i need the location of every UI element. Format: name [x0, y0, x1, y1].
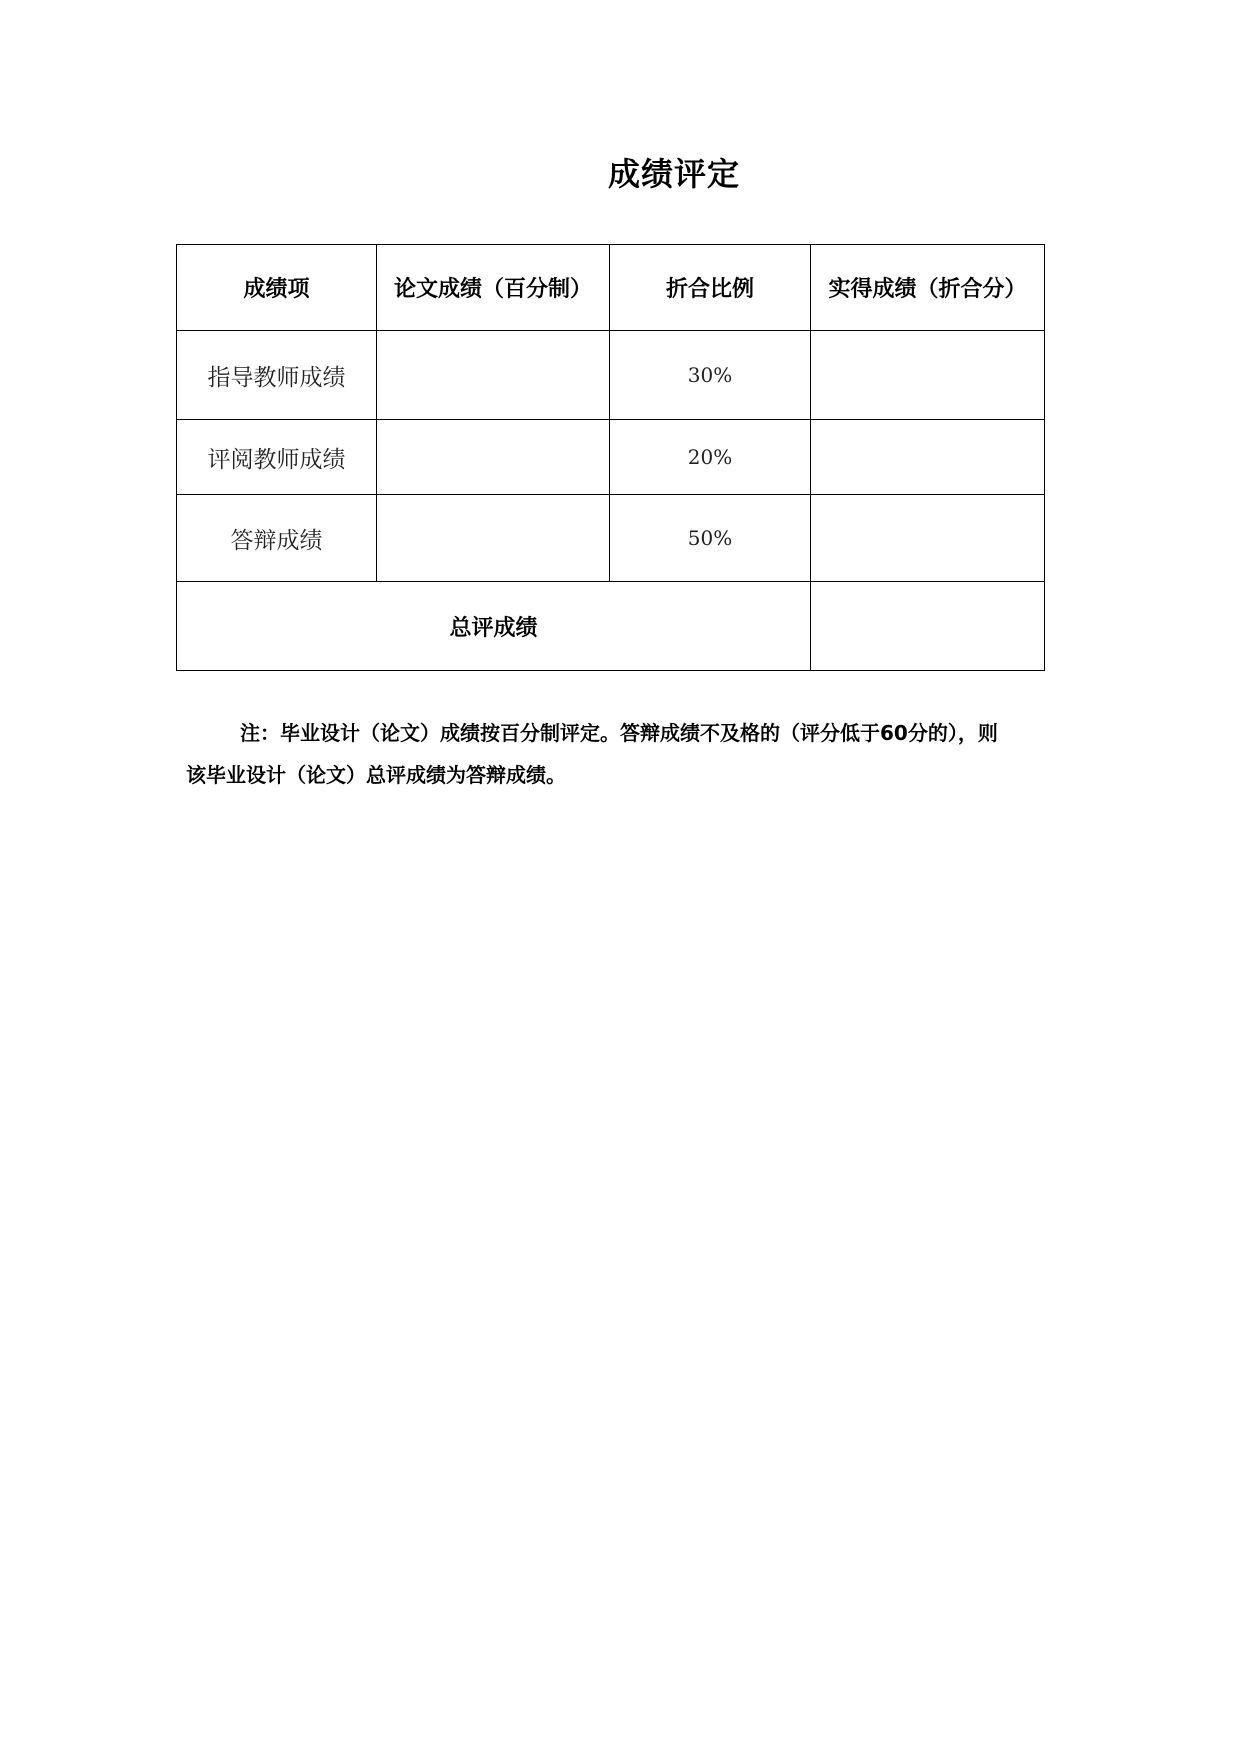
row-score-cell[interactable] [377, 331, 610, 420]
footnote [186, 712, 1094, 796]
header-ratio: 折合比例 [610, 245, 811, 331]
row-ratio-value: 50% [610, 495, 811, 582]
row-weighted-cell[interactable] [811, 420, 1045, 495]
row-item-label: 答辩成绩 [177, 495, 377, 582]
table-row [177, 495, 1045, 582]
table-row [177, 420, 1045, 495]
total-label: 总评成绩 [177, 582, 811, 671]
row-ratio-value: 20% [610, 420, 811, 495]
total-value-cell[interactable] [811, 582, 1045, 671]
row-score-cell[interactable] [377, 420, 610, 495]
total-row [177, 582, 1045, 671]
page-title: 成绩评定 [607, 155, 740, 193]
row-weighted-cell[interactable] [811, 495, 1045, 582]
footnote-line-2: 该毕业设计（论文）总评成绩为答辩成绩。 [186, 763, 566, 787]
table-row [177, 331, 1045, 420]
row-ratio-value: 30% [610, 331, 811, 420]
grade-table [176, 244, 1045, 671]
row-weighted-cell[interactable] [811, 331, 1045, 420]
header-paper-score: 论文成绩（百分制） [377, 245, 610, 331]
row-item-label: 评阅教师成绩 [177, 420, 377, 495]
row-item-label: 指导教师成绩 [177, 331, 377, 420]
footnote-line-1: 注：毕业设计（论文）成绩按百分制评定。答辩成绩不及格的（评分低于60分的），则 [240, 721, 998, 745]
table-header-row [177, 245, 1045, 331]
header-item: 成绩项 [177, 245, 377, 331]
header-weighted-score: 实得成绩（折合分） [811, 245, 1045, 331]
row-score-cell[interactable] [377, 495, 610, 582]
